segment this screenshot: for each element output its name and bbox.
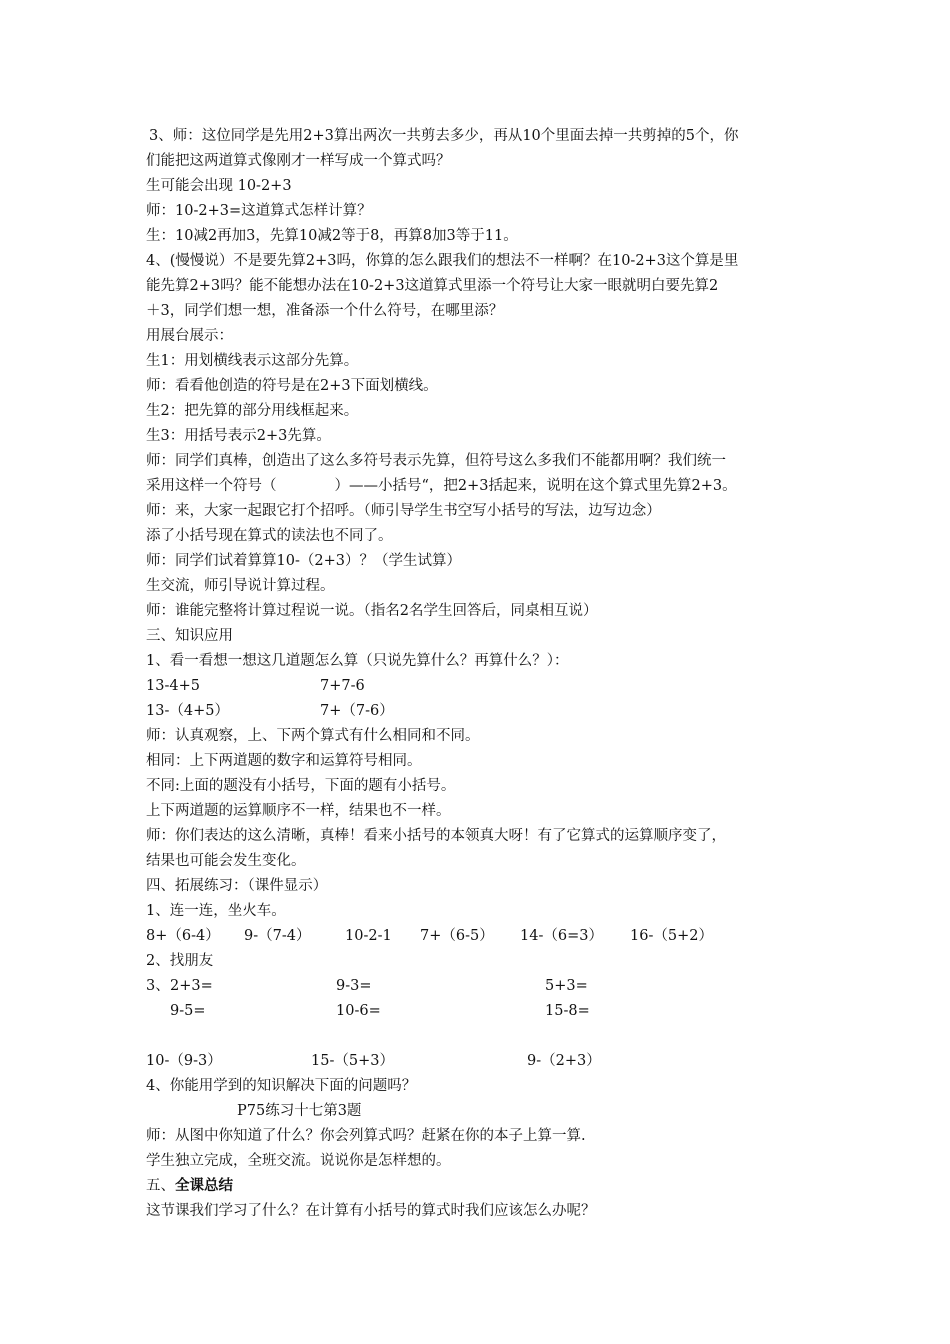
spacer: [146, 1024, 826, 1049]
text-line: 生可能会出现 10-2+3: [146, 178, 292, 194]
text-line: 添了小括号现在算式的读法也不同了。: [146, 528, 393, 544]
expression: 7+（6-5）: [420, 928, 494, 944]
expression: 13-4+5: [146, 678, 200, 694]
text-line: 2、找朋友: [146, 953, 214, 969]
text-line: 师：看看他创造的符号是在2+3下面划横线。: [146, 378, 438, 394]
expression: 15-8=: [545, 1003, 590, 1019]
expression: 5+3=: [545, 978, 588, 994]
text-line: 能先算2+3吗？能不能想办法在10-2+3这道算式里添一个符号让大家一眼就明白要先算2: [146, 278, 719, 294]
text-line: 生：10减2再加3，先算10减2等于8，再算8加3等于11。: [146, 228, 518, 244]
expression: 16-（5+2）: [630, 928, 713, 944]
exercise-reference: P75练习十七第3题: [237, 1103, 362, 1119]
text-line: 1、连一连，坐火车。: [146, 903, 286, 919]
text-line: 学生独立完成，全班交流。说说你是怎样想的。: [146, 1153, 451, 1169]
exercise-label: 3、: [146, 978, 170, 994]
expression: 7+7-6: [320, 678, 365, 694]
exercise-row: [146, 974, 826, 999]
text-line: 们能把这两道算式像刚才一样写成一个算式吗？: [146, 153, 451, 169]
text-line: 4、你能用学到的知识解决下面的问题吗？: [146, 1078, 417, 1094]
text-line: 生1：用划横线表示这部分先算。: [146, 353, 359, 369]
expression: 2+3=: [170, 978, 213, 994]
expression-pair-row: [146, 699, 826, 724]
expression: 10-2-1: [345, 928, 392, 944]
text-line: ＋3，同学们想一想，准备添一个什么符号，在哪里添？: [146, 303, 504, 319]
exercise-row: [146, 999, 826, 1024]
exercise-row: [146, 1049, 826, 1074]
text-line: 师：来，大家一起跟它打个招呼。（师引导学生书空写小括号的写法，边写边念）: [146, 503, 661, 519]
text-line: 生3：用括号表示2+3先算。: [146, 428, 331, 444]
text-line: 师：从图中你知道了什么？你会列算式吗？赶紧在你的本子上算一算.: [146, 1128, 586, 1144]
expression: 9-3=: [336, 978, 372, 994]
text-line: 师：你们表达的这么清晰，真棒！看来小括号的本领真大呀！有了它算式的运算顺序变了，: [146, 828, 726, 844]
section-heading: [146, 1174, 826, 1199]
text-line: 师：同学们试着算算10-（2+3）？（学生试算）: [146, 553, 461, 569]
text-line: 采用这样一个符号（ ）——小括号“，把2+3括起来，说明在这个算式里先算2+3。: [146, 478, 737, 494]
text-line: 上下两道题的运算顺序不一样，结果也不一样。: [146, 803, 451, 819]
text-line: 生交流，师引导说计算过程。: [146, 578, 335, 594]
expression: 9-（7-4）: [244, 928, 311, 944]
expression-pair-row: [146, 674, 826, 699]
text-line: 用展台展示：: [146, 328, 233, 344]
text-line: 师：同学们真棒，创造出了这么多符号表示先算，但符号这么多我们不能都用啊？我们统一: [146, 453, 726, 469]
text-line: 师：10-2+3=这道算式怎样计算？: [146, 203, 372, 219]
text-line: 4、(慢慢说）不是要先算2+3吗，你算的怎么跟我们的想法不一样啊？在10-2+3这个算是里: [146, 253, 739, 269]
text-line: 相同：上下两道题的数字和运算符号相同。: [146, 753, 422, 769]
expression: 14-（6=3）: [520, 928, 603, 944]
expression: 8+（6-4）: [146, 928, 220, 944]
section-number: 五、: [146, 1178, 175, 1194]
text-line: 生2：把先算的部分用线框起来。: [146, 403, 359, 419]
document-body: [146, 124, 826, 1224]
text-line: 这节课我们学习了什么？在计算有小括号的算式时我们应该怎么办呢？: [146, 1203, 596, 1219]
section-heading: 三、知识应用: [146, 628, 233, 644]
train-expressions-row: [146, 924, 826, 949]
expression: 9-（2+3）: [527, 1053, 601, 1069]
text-line: 结果也可能会发生变化。: [146, 853, 306, 869]
expression: 10-6=: [336, 1003, 381, 1019]
section-heading: 四、拓展练习：（课件显示）: [146, 878, 328, 894]
expression: 9-5=: [170, 1003, 206, 1019]
expression: 15-（5+3）: [311, 1053, 394, 1069]
expression: 13-（4+5）: [146, 703, 229, 719]
expression: 7+（7-6）: [320, 703, 394, 719]
text-line: 不同:上面的题没有小括号，下面的题有小括号。: [146, 778, 456, 794]
text-line: 1、看一看想一想这几道题怎么算（只说先算什么？再算什么？）：: [146, 653, 569, 669]
text-line: 3、师：这位同学是先用2+3算出两次一共剪去多少，再从10个里面去掉一共剪掉的5个，你: [149, 128, 739, 144]
expression: 10-（9-3）: [146, 1053, 222, 1069]
summary-title: 全课总结: [175, 1178, 233, 1194]
text-line: 师：谁能完整将计算过程说一说。（指名2名学生回答后，同桌相互说）: [146, 603, 598, 619]
text-line: 师：认真观察，上、下两个算式有什么相同和不同。: [146, 728, 480, 744]
